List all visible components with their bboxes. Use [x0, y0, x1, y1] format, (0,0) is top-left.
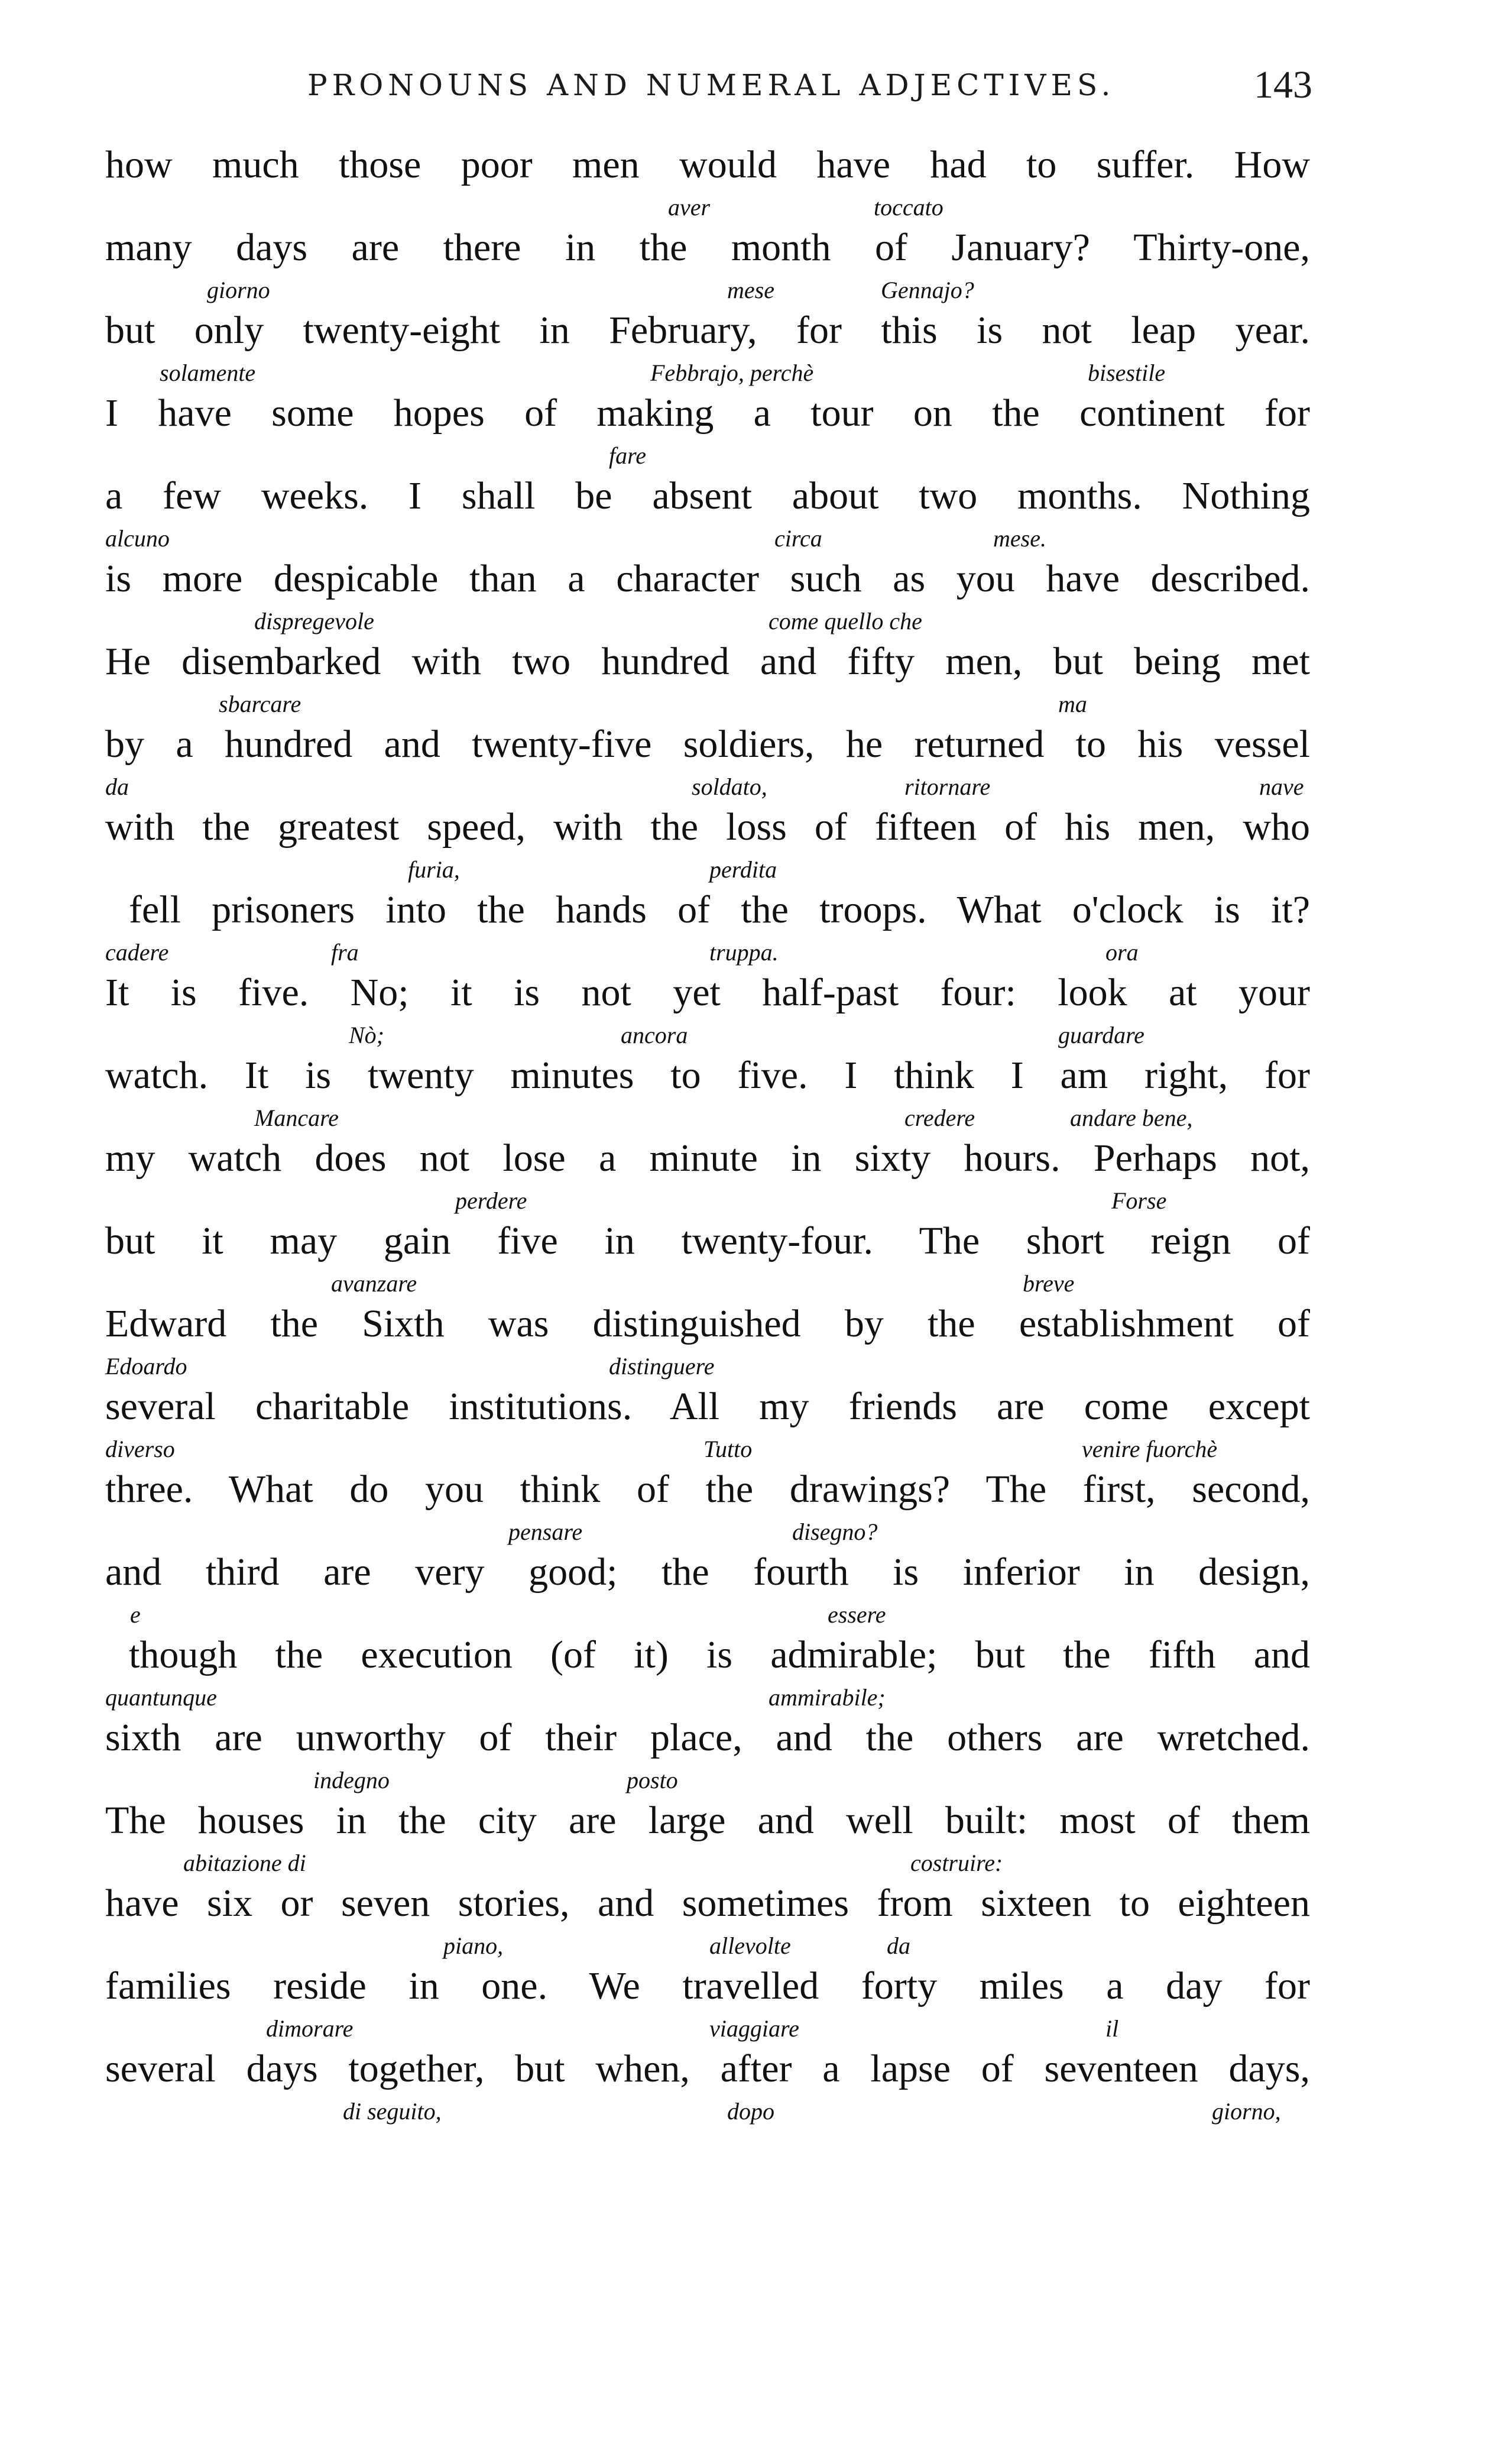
gloss-word: soldato,	[692, 773, 767, 800]
gloss-word: ma	[1058, 691, 1087, 717]
text-line: I have some hopes of making a tour on the continent for	[105, 391, 1310, 435]
gloss-word: essere	[828, 1601, 886, 1628]
text-line: Edward the Sixth was distinguished by the establishment of	[105, 1302, 1310, 1345]
gloss-word: Mancare	[254, 1105, 339, 1131]
gloss-word: alcuno	[105, 525, 170, 552]
gloss-word: costruire:	[910, 1850, 1003, 1876]
text-line: He disembarked with two hundred and fifty men, but being met	[105, 640, 1310, 683]
gloss-word: viaggiare	[709, 2015, 799, 2042]
gloss-row	[105, 1766, 1310, 1795]
text-line: with the greatest speed, with the loss of fifteen of his men, who	[105, 805, 1310, 849]
gloss-word: Febbrajo, perchè	[650, 360, 814, 386]
gloss-word: dispregevole	[254, 608, 374, 634]
text-line: sixth are unworthy of their place, and the others are wretched.	[105, 1716, 1310, 1759]
gloss-row	[105, 2097, 1310, 2126]
text-line: It is five. No; it is not yet half-past four: look at your	[105, 971, 1310, 1014]
text-line: my watch does not lose a minute in sixty hours. Perhaps not,	[105, 1137, 1310, 1180]
gloss-word: fra	[331, 939, 359, 966]
gloss-word: bisestile	[1088, 360, 1166, 386]
gloss-word: pensare	[508, 1518, 583, 1545]
text-line: though the execution (of it) is admirable; but the fifth and	[129, 1633, 1310, 1676]
gloss-row	[105, 607, 1310, 636]
gloss-word: da	[105, 773, 129, 800]
gloss-word: circa	[774, 525, 822, 552]
text-line: many days are there in the month of January? Thirty-one,	[105, 226, 1310, 269]
text-line: but it may gain five in twenty-four. The short reign of	[105, 1219, 1310, 1262]
gloss-word: cadere	[105, 939, 169, 966]
gloss-word: fare	[609, 442, 646, 469]
gloss-word: toccato	[874, 194, 943, 221]
gloss-word: dopo	[727, 2098, 774, 2125]
gloss-word: solamente	[160, 360, 256, 386]
gloss-row	[105, 1186, 1310, 1216]
gloss-word: mese.	[993, 525, 1046, 552]
gloss-word: aver	[668, 194, 711, 221]
gloss-word: venire fuorchè	[1082, 1436, 1218, 1462]
gloss-word: truppa.	[709, 939, 779, 966]
gloss-row	[105, 772, 1310, 802]
gloss-row	[105, 1848, 1310, 1878]
gloss-row	[105, 1600, 1310, 1630]
gloss-word: andare bene,	[1070, 1105, 1193, 1131]
gloss-word: Nò;	[349, 1022, 384, 1048]
text-line: several days together, but when, after a lapse of seventeen days,	[105, 2047, 1310, 2090]
gloss-row	[105, 193, 1310, 222]
gloss-word: sbarcare	[219, 691, 301, 717]
gloss-row	[105, 524, 1310, 553]
gloss-row	[105, 1517, 1310, 1547]
gloss-word: Gennajo?	[881, 277, 974, 303]
gloss-word: mese	[727, 277, 774, 303]
gloss-word: posto	[627, 1767, 678, 1793]
page-number: 143	[1254, 63, 1312, 106]
gloss-row	[105, 358, 1310, 388]
gloss-row	[105, 1683, 1310, 1712]
gloss-row	[105, 938, 1310, 967]
gloss-word: il	[1105, 2015, 1119, 2042]
text-line: a few weeks. I shall be absent about two months. Nothing	[105, 474, 1310, 517]
page-title: PRONOUNS AND NUMERAL ADJECTIVES.	[307, 68, 1116, 102]
gloss-row	[105, 1352, 1310, 1381]
gloss-word: perdita	[709, 856, 777, 883]
text-line: have six or seven stories, and sometimes from sixteen to eighteen	[105, 1882, 1310, 1925]
gloss-row	[105, 441, 1310, 471]
gloss-word: avanzare	[331, 1270, 417, 1297]
gloss-word: allevolte	[709, 1932, 791, 1959]
gloss-word: quantunque	[105, 1684, 217, 1711]
gloss-word: nave	[1259, 773, 1304, 800]
gloss-row	[105, 276, 1310, 305]
gloss-row	[105, 1103, 1310, 1133]
gloss-word: furia,	[408, 856, 460, 883]
text-line: by a hundred and twenty-five soldiers, he returned to his vessel	[105, 723, 1310, 766]
gloss-row	[105, 1435, 1310, 1464]
text-line: and third are very good; the fourth is inferior in design,	[105, 1550, 1310, 1594]
gloss-row	[105, 1021, 1310, 1050]
gloss-word: ritornare	[904, 773, 991, 800]
gloss-word: perdere	[455, 1187, 527, 1214]
text-line: several charitable institutions. All my friends are come except	[105, 1385, 1310, 1428]
gloss-word: indegno	[313, 1767, 390, 1793]
gloss-word: dimorare	[266, 2015, 354, 2042]
text-line: fell prisoners into the hands of the troops. What o'clock is it?	[129, 888, 1310, 931]
text-line: is more despicable than a character such as you have described.	[105, 557, 1310, 600]
gloss-row	[105, 1269, 1310, 1299]
gloss-row	[105, 1931, 1310, 1961]
gloss-row	[105, 2014, 1310, 2044]
gloss-word: di seguito,	[343, 2098, 442, 2125]
text-line: The houses in the city are large and well built: most of them	[105, 1799, 1310, 1842]
gloss-word: come quello che	[769, 608, 922, 634]
gloss-word: diverso	[105, 1436, 175, 1462]
gloss-word: Edoardo	[105, 1353, 187, 1380]
gloss-word: da	[887, 1932, 910, 1959]
gloss-word: ammirabile;	[769, 1684, 886, 1711]
gloss-word: abitazione di	[183, 1850, 306, 1876]
gloss-word: breve	[1023, 1270, 1075, 1297]
gloss-word: Tutto	[703, 1436, 753, 1462]
gloss-word: ora	[1105, 939, 1139, 966]
gloss-word: giorno,	[1212, 2098, 1281, 2125]
gloss-word: guardare	[1058, 1022, 1144, 1048]
text-line: watch. It is twenty minutes to five. I think I am right, for	[105, 1054, 1310, 1097]
gloss-word: giorno	[207, 277, 270, 303]
gloss-word: credere	[904, 1105, 975, 1131]
text-line: three. What do you think of the drawings? The first, second,	[105, 1468, 1310, 1511]
text-line: but only twenty-eight in February, for this is not leap year.	[105, 309, 1310, 352]
gloss-row	[105, 855, 1310, 885]
gloss-word: piano,	[443, 1932, 504, 1959]
text-line: families reside in one. We travelled forty miles a day for	[105, 1964, 1310, 2008]
gloss-word: e	[130, 1601, 141, 1628]
gloss-word: Forse	[1111, 1187, 1167, 1214]
gloss-word: ancora	[621, 1022, 688, 1048]
gloss-word: distinguere	[609, 1353, 715, 1380]
text-line: how much those poor men would have had to suffer. How	[105, 143, 1310, 186]
gloss-word: disegno?	[792, 1518, 878, 1545]
gloss-row	[105, 689, 1310, 719]
